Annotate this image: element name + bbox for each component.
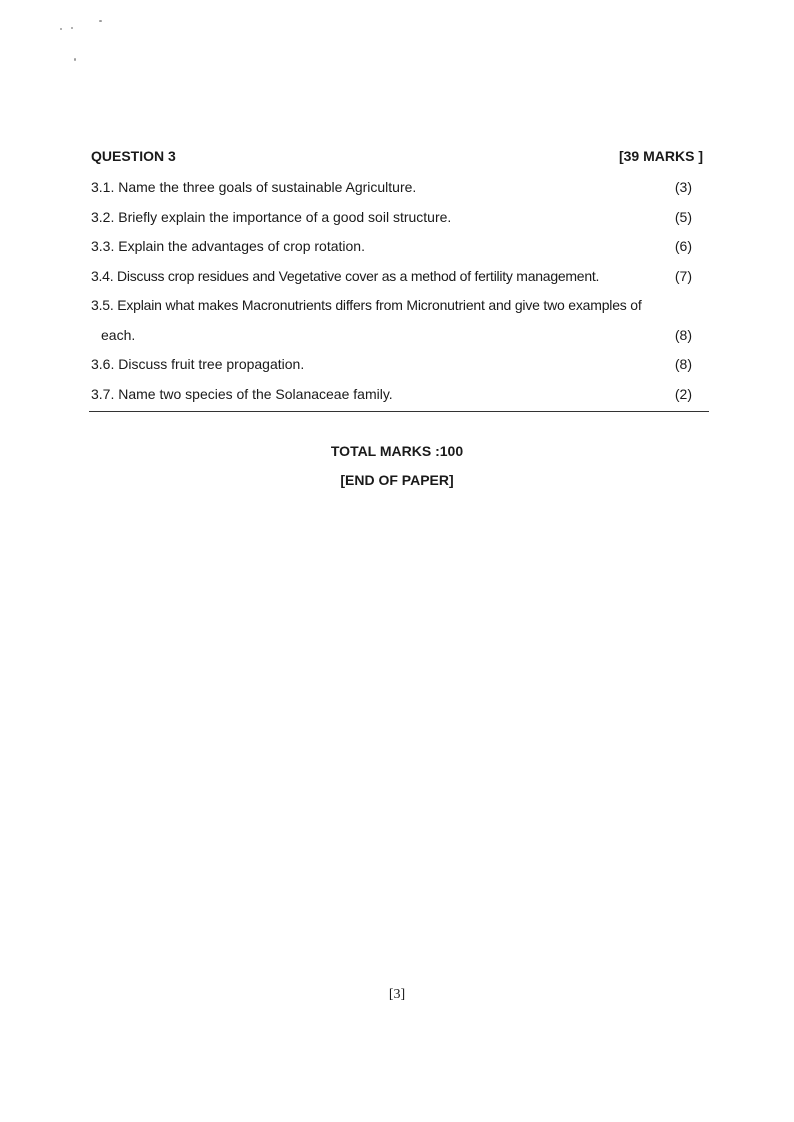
question-item xyxy=(91,236,709,266)
question-item-text: 3.1. Name the three goals of sustainable Agriculture. xyxy=(91,179,417,195)
question-item-marks: (8) xyxy=(674,326,692,343)
question-item-text: 3.5. Explain what makes Macronutrients differs from Micronutrient and give two examples of xyxy=(91,297,642,313)
question-item xyxy=(91,295,709,325)
scan-speck xyxy=(60,28,62,30)
question-list xyxy=(91,177,709,413)
question-item-text: each. xyxy=(101,326,136,343)
question-item-text: 3.2. Briefly explain the importance of a good soil structure. xyxy=(91,208,452,225)
question-item xyxy=(91,207,709,237)
question-item-continuation xyxy=(91,325,709,355)
question-total-marks: [39 MARKS ] xyxy=(618,148,703,164)
scan-speck xyxy=(99,20,102,22)
question-item-marks: (6) xyxy=(674,238,692,254)
question-item-marks: (2) xyxy=(674,385,692,402)
question-header xyxy=(91,148,703,168)
question-item-marks: (7) xyxy=(674,267,692,284)
question-item-marks: (5) xyxy=(674,208,692,225)
question-item xyxy=(91,177,709,207)
page-number: [3] xyxy=(388,987,406,1002)
scan-speck xyxy=(74,58,76,61)
question-item-text: 3.3. Explain the advantages of crop rotation. xyxy=(91,238,365,254)
question-item-text: 3.4. Discuss crop residues and Vegetative cover as a method of fertility management. xyxy=(91,267,600,284)
question-item xyxy=(91,384,709,414)
section-divider xyxy=(89,411,709,412)
question-title: QUESTION 3 xyxy=(91,148,176,164)
question-item-text: 3.7. Name two species of the Solanaceae family. xyxy=(91,385,393,402)
total-marks: TOTAL MARKS :100 xyxy=(330,443,464,459)
question-item xyxy=(91,354,709,384)
question-item-text: 3.6. Discuss fruit tree propagation. xyxy=(91,356,305,372)
question-item xyxy=(91,266,709,296)
question-item-marks: (3) xyxy=(674,179,692,195)
end-of-paper: [END OF PAPER] xyxy=(340,472,454,488)
question-item-marks: (8) xyxy=(674,356,692,372)
scan-speck xyxy=(71,27,73,29)
